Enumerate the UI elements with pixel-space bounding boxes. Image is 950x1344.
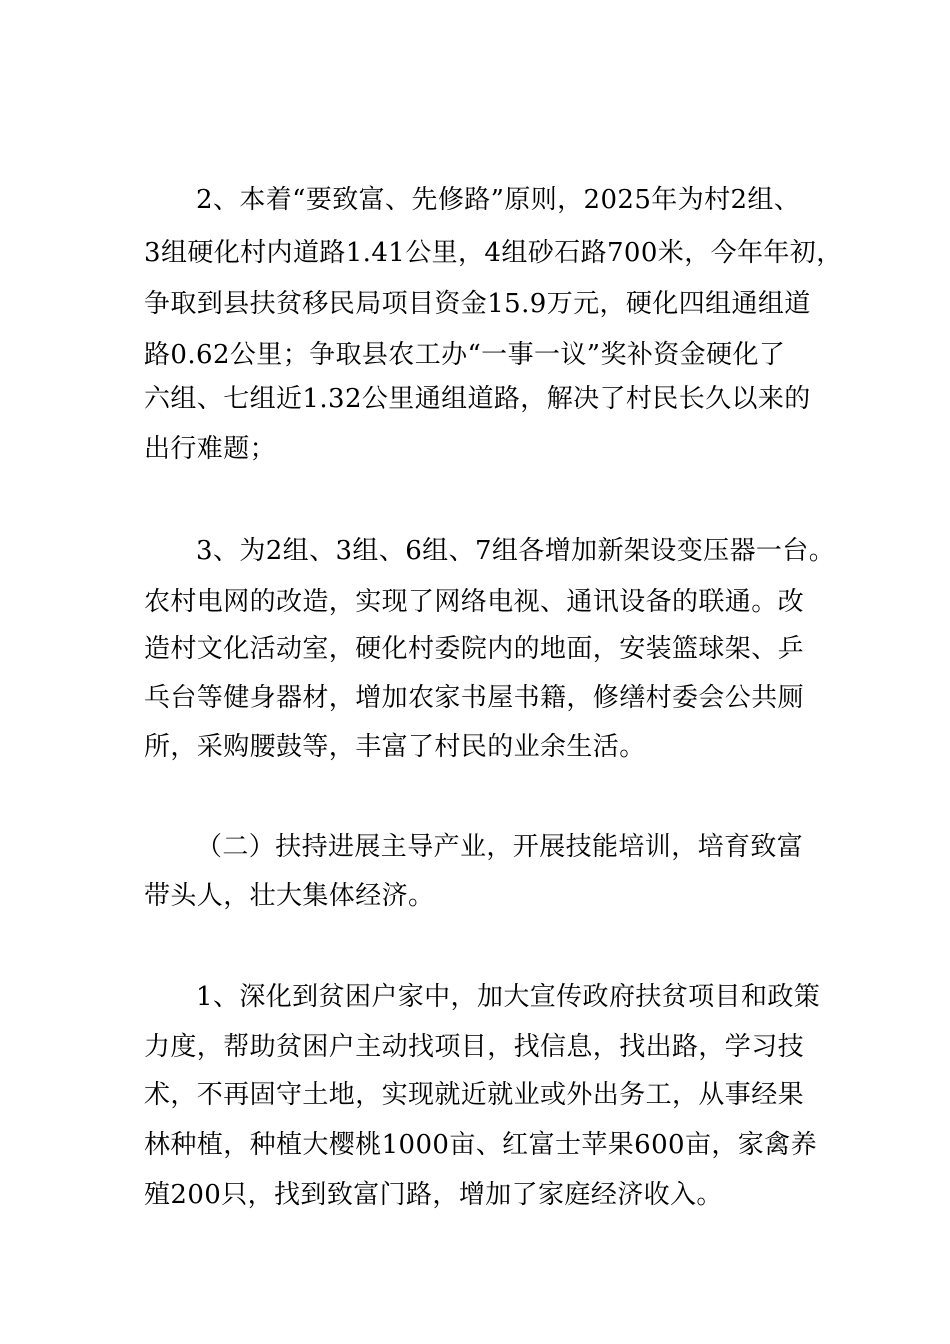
text-line: 争取到县扶贫移民局项目资金15.9万元，硬化四组通组道 [144, 289, 811, 319]
text-line: 造村文化活动室，硬化村委院内的地面，安装篮球架、乒 [144, 634, 805, 664]
text-line: 2、本着“要致富、先修路”原则，2025年为村2组、 [196, 185, 801, 215]
text-line: 3、为2组、3组、6组、7组各增加新架设变压器一台。 [196, 536, 836, 566]
text-line: 六组、七组近1.32公里通组道路，解决了村民长久以来的 [144, 384, 811, 414]
text-line: 殖200只，找到致富门路，增加了家庭经济收入。 [144, 1180, 723, 1210]
text-line: 路0.62公里；争取县农工办“一事一议”奖补资金硬化了 [144, 340, 786, 370]
text-line: 农村电网的改造，实现了网络电视、通讯设备的联通。改 [144, 587, 805, 617]
text-line: 力度，帮助贫困户主动找项目，找信息，找出路，学习技 [144, 1032, 805, 1062]
text-line: 出行难题； [144, 434, 277, 464]
text-line: 1、深化到贫困户家中，加大宣传政府扶贫项目和政策 [196, 982, 821, 1012]
text-line: 林种植，种植大樱桃1000亩、红富士苹果600亩，家禽养 [144, 1130, 817, 1160]
text-line: 带头人，壮大集体经济。 [144, 881, 435, 911]
text-line: 所，采购腰鼓等，丰富了村民的业余生活。 [144, 732, 646, 762]
text-line: 术，不再固守土地，实现就近就业或外出务工，从事经果 [144, 1080, 805, 1110]
text-line: （二）扶持进展主导产业，开展技能培训，培育致富 [196, 832, 804, 862]
text-line: 乓台等健身器材，增加农家书屋书籍，修缮村委会公共厕 [144, 683, 805, 713]
text-line: 3组硬化村内道路1.41公里，4组砂石路700米，今年年初， [144, 238, 843, 268]
